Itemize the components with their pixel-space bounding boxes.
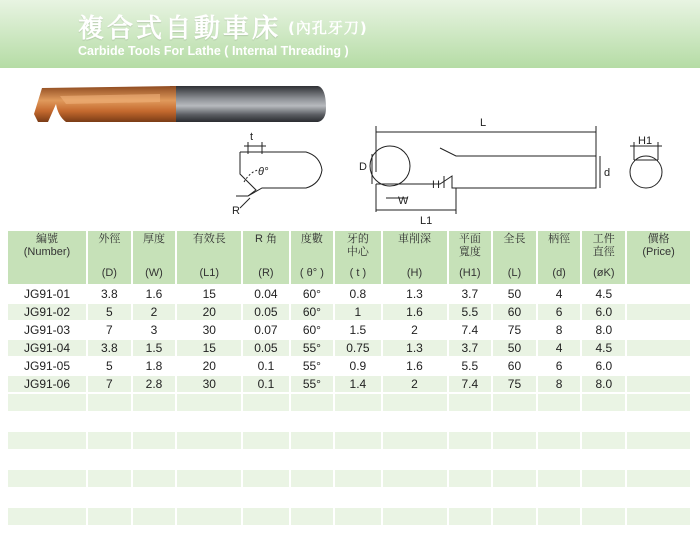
table-cell: 75 [493,376,536,392]
table-cell: 60 [493,304,536,320]
table-cell: 6 [538,358,581,374]
table-cell: 1.8 [133,358,176,374]
table-cell: 1.5 [133,340,176,356]
table-cell: 20 [177,358,241,374]
table-cell: 15 [177,340,241,356]
table-cell: 7 [88,376,131,392]
table-cell [627,304,690,320]
empty-cell [88,489,131,506]
empty-cell [335,413,380,430]
column-header-unit: (L1) [199,267,220,279]
tip-detail-drawing [236,142,322,208]
empty-cell [88,432,131,449]
empty-cell [582,394,625,411]
empty-cell [449,508,492,525]
empty-cell [335,489,380,506]
table-cell: 5 [88,304,131,320]
table-cell: 20 [177,304,241,320]
empty-cell [493,394,536,411]
column-header-unit: (D) [101,267,117,279]
table-cell: 55° [291,376,334,392]
table-row [8,376,690,392]
table-cell: 1 [335,304,380,320]
empty-row [8,508,690,525]
table-cell: 60° [291,304,334,320]
empty-cell [243,451,288,468]
table-row [8,340,690,356]
empty-cell [449,451,492,468]
table-cell: 1.3 [383,340,447,356]
table-cell: 60° [291,322,334,338]
end-view-drawing [630,142,662,188]
empty-cell [383,432,447,449]
empty-cell [449,394,492,411]
table-cell: 55° [291,358,334,374]
column-header-name-line2: 中心 [346,246,369,258]
table-cell: 3.8 [88,340,131,356]
table-cell [627,376,690,392]
empty-row [8,394,690,411]
empty-cell [243,432,288,449]
empty-cell [538,451,581,468]
table-cell: 6.0 [582,358,625,374]
empty-cell [538,470,581,487]
empty-cell [383,451,447,468]
column-header-unit: (H) [406,267,423,279]
empty-cell [88,451,131,468]
empty-cell [335,508,380,525]
column-header-name-line2: (Price) [642,246,675,258]
column-header-name-line2: 寬度 [458,246,481,258]
empty-cell [291,451,334,468]
empty-cell [243,413,288,430]
empty-cell [335,394,380,411]
empty-cell [8,489,86,506]
empty-cell [538,394,581,411]
table-cell: 8.0 [582,322,625,338]
column-header [291,231,334,284]
table-cell: 1.6 [133,286,176,302]
empty-cell [538,413,581,430]
table-cell: 2 [133,304,176,320]
empty-cell [243,508,288,525]
table-cell: 6 [538,304,581,320]
label-l1: L1 [420,215,433,226]
empty-cell [493,451,536,468]
column-header [493,231,536,284]
empty-cell [335,470,380,487]
empty-cell [449,489,492,506]
spec-table [6,229,692,527]
column-header [133,231,176,284]
table-cell: 1.4 [335,376,380,392]
table-cell: 8.0 [582,376,625,392]
table-cell: 0.07 [243,322,288,338]
table-cell: 7.4 [449,376,492,392]
empty-cell [8,432,86,449]
table-cell: 7 [88,322,131,338]
table-cell: 0.1 [243,376,288,392]
column-header-name: 外徑 [98,233,121,245]
column-header [8,231,86,284]
column-header-name-line2: 直徑 [592,246,615,258]
label-h1: H1 [638,135,653,147]
table-row [8,304,690,320]
column-header-unit: (H1) [459,267,481,279]
empty-cell [8,470,86,487]
tool-photo [34,86,326,122]
label-theta: θ° [258,166,269,178]
empty-cell [8,413,86,430]
column-header-name: 柄徑 [548,233,571,245]
table-cell: 0.9 [335,358,380,374]
table-header-row [8,231,690,284]
table-cell: 0.8 [335,286,380,302]
table-cell: 0.05 [243,340,288,356]
table-cell: 1.3 [383,286,447,302]
table-cell: 8 [538,376,581,392]
table-cell: 0.75 [335,340,380,356]
empty-cell [133,470,176,487]
empty-cell [291,432,334,449]
column-header [449,231,492,284]
table-cell: JG91-05 [8,358,86,374]
empty-cell [291,413,334,430]
table-cell: JG91-03 [8,322,86,338]
column-header-name: R 角 [254,233,277,245]
empty-cell [133,489,176,506]
table-cell: 30 [177,322,241,338]
empty-cell [8,394,86,411]
empty-cell [177,432,241,449]
table-cell: 0.1 [243,358,288,374]
table-cell: JG91-01 [8,286,86,302]
empty-cell [493,413,536,430]
empty-cell [582,508,625,525]
label-r: R [232,205,240,217]
empty-cell [493,489,536,506]
empty-cell [449,470,492,487]
table-cell: 4.5 [582,286,625,302]
empty-cell [133,413,176,430]
empty-cell [291,489,334,506]
empty-cell [627,451,690,468]
table-cell: 2 [383,322,447,338]
column-header-name: 平面 [458,233,481,245]
empty-cell [335,451,380,468]
empty-cell [88,394,131,411]
column-header [88,231,131,284]
column-header-unit: (W) [145,267,163,279]
empty-cell [493,470,536,487]
label-d-lower: d [604,167,611,179]
empty-cell [133,394,176,411]
table-cell: 55° [291,340,334,356]
empty-cell [538,489,581,506]
table-cell: 2 [383,376,447,392]
empty-cell [133,508,176,525]
column-header-name: 度數 [300,233,323,245]
column-header [243,231,288,284]
empty-cell [582,470,625,487]
empty-cell [243,489,288,506]
empty-cell [627,489,690,506]
label-t: t [250,131,254,143]
page-title-english: Carbide Tools For Lathe ( Internal Threading ) [78,44,349,58]
table-cell: 75 [493,322,536,338]
table-row [8,286,690,302]
empty-cell [493,508,536,525]
column-header-name: 工件 [592,233,615,245]
header-banner [0,0,700,69]
empty-cell [177,470,241,487]
table-cell: 3.8 [88,286,131,302]
table-cell: 50 [493,286,536,302]
label-h: H [432,179,440,191]
table-cell [627,358,690,374]
column-header [627,231,690,284]
empty-cell [8,508,86,525]
table-cell: 4 [538,286,581,302]
table-cell [627,322,690,338]
empty-cell [627,394,690,411]
empty-cell [493,432,536,449]
table-cell: 1.5 [335,322,380,338]
empty-cell [133,432,176,449]
header-divider [0,68,700,72]
empty-cell [177,489,241,506]
empty-cell [88,413,131,430]
empty-cell [8,451,86,468]
empty-cell [627,432,690,449]
table-cell: 5.5 [449,304,492,320]
column-header-name: 價格 [647,233,670,245]
table-cell: JG91-02 [8,304,86,320]
column-header-unit: (R) [258,267,274,279]
empty-cell [582,489,625,506]
table-cell: 5.5 [449,358,492,374]
table-body [8,286,690,525]
page-title: 複合式自動車床 [78,14,282,44]
column-header-name: 有效長 [192,233,226,245]
empty-cell [383,489,447,506]
table-cell: 8 [538,322,581,338]
table-cell: JG91-04 [8,340,86,356]
label-l: L [480,117,487,129]
table-cell [627,286,690,302]
empty-cell [538,432,581,449]
table-cell: 4.5 [582,340,625,356]
table-cell: 6.0 [582,304,625,320]
empty-cell [582,451,625,468]
column-header [177,231,241,284]
empty-cell [383,508,447,525]
empty-row [8,413,690,430]
page-subtitle: (內孔牙刀) [288,19,368,37]
empty-cell [538,508,581,525]
empty-cell [582,432,625,449]
column-header-unit: ( t ) [349,267,367,279]
table-cell: 15 [177,286,241,302]
empty-cell [177,394,241,411]
empty-cell [383,413,447,430]
column-header-name: 編號 [36,233,58,245]
table-cell: 2.8 [133,376,176,392]
column-header [383,231,447,284]
empty-cell [133,451,176,468]
empty-row [8,489,690,506]
column-header [335,231,380,284]
empty-cell [627,470,690,487]
empty-cell [177,413,241,430]
table-row [8,358,690,374]
table-cell: 1.6 [383,304,447,320]
empty-cell [582,413,625,430]
empty-cell [291,470,334,487]
empty-row [8,432,690,449]
empty-cell [627,413,690,430]
empty-cell [177,508,241,525]
column-header-name: 牙的 [346,233,369,245]
table-cell: 60° [291,286,334,302]
table-cell: 3.7 [449,340,492,356]
column-header-name: 全長 [503,233,526,245]
table-cell: 0.05 [243,304,288,320]
empty-cell [383,394,447,411]
table-row [8,322,690,338]
table-cell: 5 [88,358,131,374]
empty-row [8,451,690,468]
empty-cell [291,508,334,525]
empty-row [8,470,690,487]
table-cell: 60 [493,358,536,374]
column-header-name-line2: (Number) [23,246,71,258]
table-cell: 1.6 [383,358,447,374]
column-header-name: 厚度 [142,233,165,245]
table-cell: 4 [538,340,581,356]
empty-cell [449,432,492,449]
empty-cell [243,470,288,487]
table-cell: 3 [133,322,176,338]
empty-cell [291,394,334,411]
table-cell: 50 [493,340,536,356]
table-cell [627,340,690,356]
empty-cell [88,508,131,525]
label-d-upper: D [359,161,367,173]
empty-cell [627,508,690,525]
table-cell: 3.7 [449,286,492,302]
column-header [538,231,581,284]
empty-cell [449,413,492,430]
tool-illustration [0,74,700,226]
empty-cell [383,470,447,487]
empty-cell [88,470,131,487]
label-w: W [398,195,409,207]
empty-cell [243,394,288,411]
table-cell: 0.04 [243,286,288,302]
table-cell: 7.4 [449,322,492,338]
empty-cell [177,451,241,468]
column-header-name: 車削深 [398,233,431,245]
column-header-unit: (øK) [593,267,615,279]
empty-cell [335,432,380,449]
table-cell: JG91-06 [8,376,86,392]
column-header [582,231,625,284]
column-header-unit: ( θ° ) [299,267,324,279]
table-cell: 30 [177,376,241,392]
column-header-unit: (L) [507,267,522,279]
column-header-unit: (d) [552,267,566,279]
